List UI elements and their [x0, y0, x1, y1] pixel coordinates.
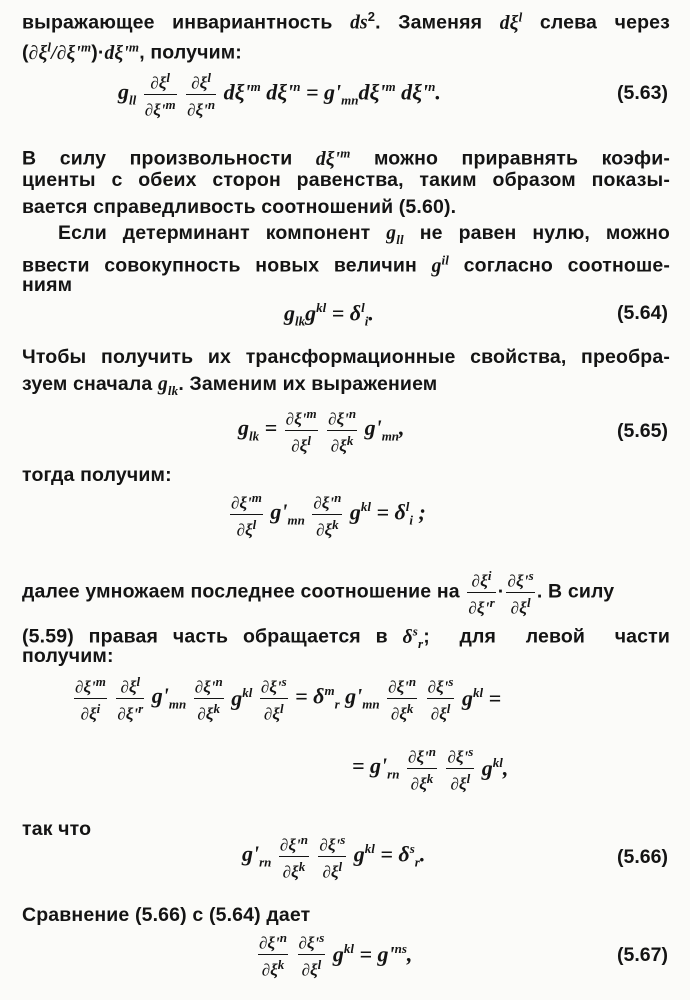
- text-line-15: так что: [22, 818, 92, 840]
- text-line-12: далее умножаем последнее соотношение на $\frac{\partial\xi^i}{\partial\xi'^r}$ · $\frac{\partial\xi'^s}{\partial\xi^l}$ . В силу: [22, 568, 615, 618]
- text-line-5: вается справедливость соотношений (5.60).: [22, 196, 457, 218]
- text-line-8: ниям: [22, 274, 73, 296]
- equation-number: (5.67): [617, 944, 668, 966]
- equation-number: (5.64): [617, 302, 668, 324]
- book-page: выражающее инвариантность $ds^2$. Заменяя $d\xi^l$ слева через $(\partial\xi^l/\partial\xi'^m)\cdot d\xi'^m$, получим: $g_{ll}$ $\frac{\partial\xi^l}{\partial\xi'^m}$ $\frac{\partial\xi^l}{\partial\xi'^n}$ $d\xi'^m$ $d\xi'^n = g'_{mn}d\xi'^m$ $d\xi'^n$. (5.63) В силу произвольности $d\xi'^m$ можно приравнять коэфи- циенты с обеих сторон равенства, таким образом показы- вается справедливость соотношений (5.60). Если детерминант компонент $g_{ll}$ не равен нулю, можно ввести совокупность новых величин $g^{il}$ согласно соотноше- ниям $g_{lk}g^{kl} = \delta^l_i$. (5.64) Чтобы получить их трансформационные свойства, преобра- зуем сначала $g_{lk}$. Заменим их выражением $g_{lk}$ = $\frac{\partial\xi'^m}{\partial\xi^l}$ $\frac{\partial\xi'^n}{\partial\xi^k}$ $g'_{mn}$, (5.65) тогда получим: $\frac{\partial\xi'^m}{\partial\xi^l}$ $g'_{mn}$ $\frac{\partial\xi'^n}{\partial\xi^k}$ $g^{kl} = \delta^l_i$ ; далее умножаем последнее соотношение на $\frac{\partial\xi^i}{\partial\xi'^r}$ · $\frac{\partial\xi'^s}{\partial\xi^l}$ . В силу (5.59) правая часть обращается в $\delta^s_r$; для левой части получим: $\frac{\partial\xi'^m}{\partial\xi^i}$ $\frac{\partial\xi^l}{\partial\xi'^r}$ $g'_{mn}$ $\frac{\partial\xi'^n}{\partial\xi^k}$ $g^{kl}$ $\frac{\partial\xi'^s}{\partial\xi^l}$ = $\delta^m_r$ $g'_{mn}$ $\frac{\partial\xi'^n}{\partial\xi^k}$ $\frac{\partial\xi'^s}{\partial\xi^l}$ $g^{kl}$ = = $g'_{rn}$ $\frac{\partial\xi'^n}{\partial\xi^k}$ $\frac{\partial\xi'^s}{\partial\xi^l}$ $g^{kl}$, так что $g'_{rn}$ $\frac{\partial\xi'^n}{\partial\xi^k}$ $\frac{\partial\xi'^s}{\partial\xi^l}$ $g^{kl} = \delta^s_r$. (5.66) Сравнение (5.66) с (5.64) дает $\frac{\partial\xi'^n}{\partial\xi^k}$ $\frac{\partial\xi'^s}{\partial\xi^l}$ $g^{kl} = g'^{ns}$, (5.67): [0, 0, 690, 1000]
- text-line-4: циенты с обеих сторон равенства, таким образом показы-: [22, 169, 670, 191]
- text-line-11: тогда получим:: [22, 464, 172, 486]
- text-line-13: (5.59) правая часть обращается в $\delta^s_r$; для левой части: [22, 623, 671, 651]
- text-line-1: выражающее инвариантность $ds^2$. Заменяя $d\xi^l$ слева через: [22, 9, 670, 34]
- equation-number: (5.65): [617, 420, 668, 442]
- equation-number: (5.66): [617, 846, 668, 868]
- text-line-16: Сравнение (5.66) с (5.64) дает: [22, 904, 311, 926]
- text-line-9: Чтобы получить их трансформационные свойства, преобра-: [22, 346, 670, 368]
- text-line-2: $(\partial\xi^l/\partial\xi'^m)\cdot d\xi'^m$, получим:: [22, 39, 242, 64]
- text-line-14: получим:: [22, 645, 114, 667]
- text-line-7: ввести совокупность новых величин $g^{il}$ согласно соотноше-: [22, 252, 670, 277]
- text-line-6: Если детерминант компонент $g_{ll}$ не равен нулю, можно: [58, 222, 670, 247]
- equation-number: (5.63): [617, 82, 668, 104]
- text-line-10: зуем сначала $g_{lk}$. Заменим их выражением: [22, 373, 438, 398]
- text-line-3: В силу произвольности $d\xi'^m$ можно приравнять коэфи-: [22, 145, 671, 170]
